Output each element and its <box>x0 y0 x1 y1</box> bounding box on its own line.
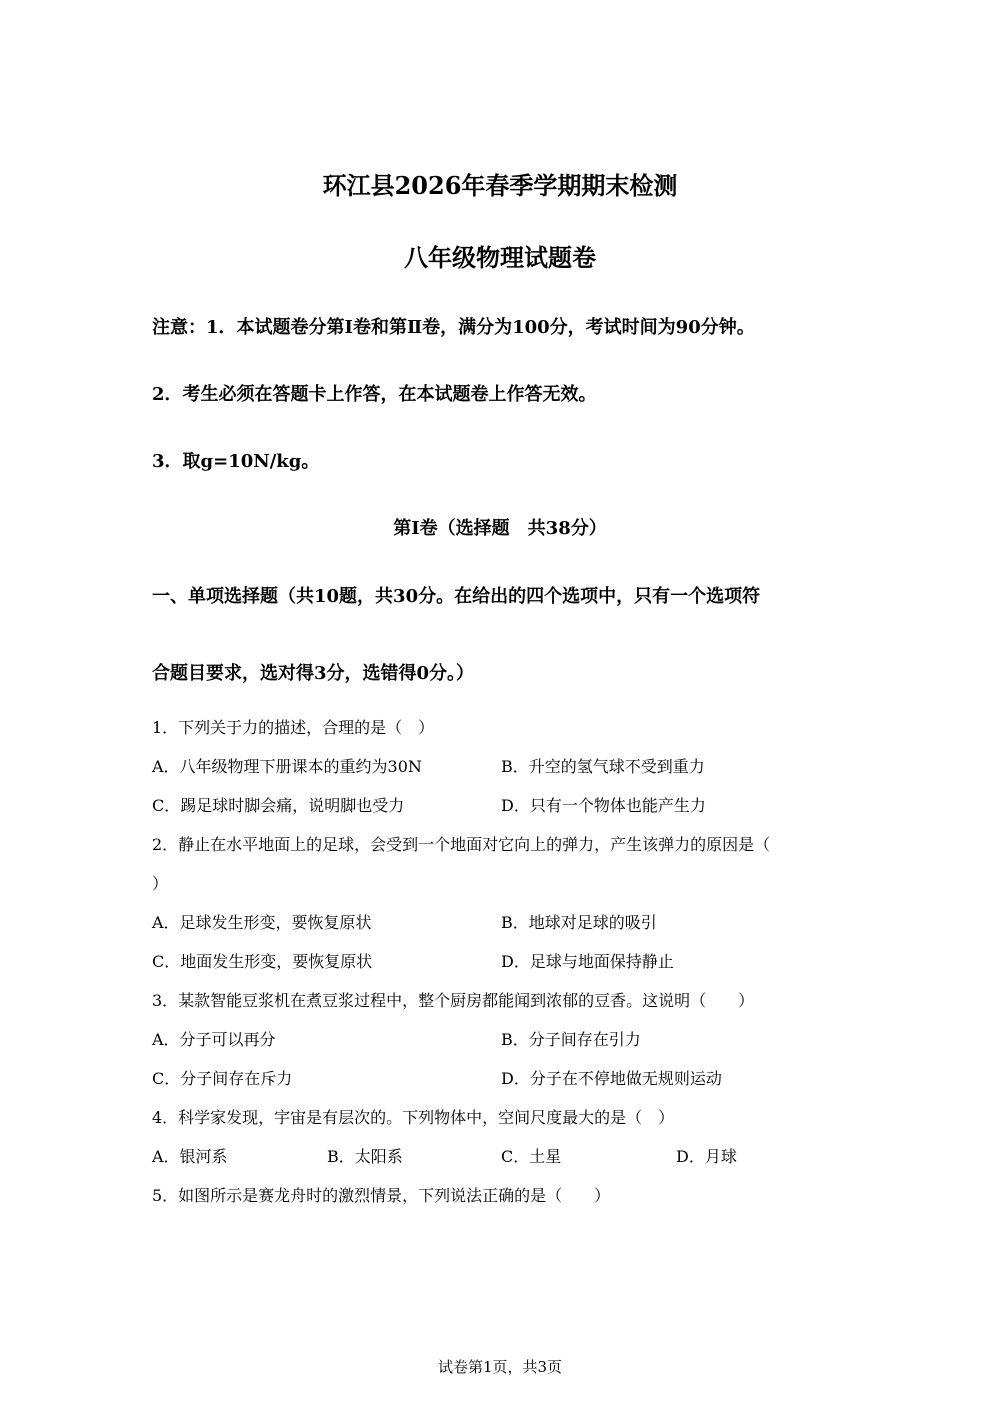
question-4-option-b: B．太阳系 <box>327 1147 403 1166</box>
question-4-stem: 4．科学家发现，宇宙是有层次的。下列物体中，空间尺度最大的是（ ） <box>152 1108 675 1127</box>
question-1-option-d: D．只有一个物体也能产生力 <box>501 796 706 815</box>
question-3-option-a: A．分子可以再分 <box>152 1030 276 1049</box>
note-1: 注意：1．本试题卷分第Ⅰ卷和第Ⅱ卷，满分为100分，考试时间为90分钟。 <box>152 317 755 338</box>
question-1-option-c: C．踢足球时脚会痛，说明脚也受力 <box>152 796 405 815</box>
question-1-option-a: A．八年级物理下册课本的重约为30N <box>152 757 422 776</box>
question-4-option-c: C．土星 <box>501 1147 562 1166</box>
note-2: 2．考生必须在答题卡上作答，在本试题卷上作答无效。 <box>152 384 597 405</box>
question-5-stem: 5．如图所示是赛龙舟时的激烈情景，下列说法正确的是（ ） <box>152 1186 611 1205</box>
question-2-option-d: D．足球与地面保持静止 <box>501 952 674 971</box>
question-2-stem-line2: ） <box>152 874 169 893</box>
exam-subtitle: 八年级物理试题卷 <box>404 243 596 272</box>
section-heading: 第Ⅰ卷（选择题 共38分） <box>393 518 607 539</box>
note-3: 3．取g=10N/kg。 <box>152 451 320 472</box>
question-1-stem: 1．下列关于力的描述，合理的是（ ） <box>152 718 435 737</box>
question-2-option-b: B．地球对足球的吸引 <box>501 913 657 932</box>
question-3-option-b: B．分子间存在引力 <box>501 1030 641 1049</box>
question-2-stem-line1: 2．静止在水平地面上的足球，会受到一个地面对它向上的弹力，产生该弹力的原因是（ <box>152 835 771 854</box>
part-instruction-line2: 合题目要求，选对得3分，选错得0分。） <box>152 663 475 684</box>
question-2-option-a: A．足球发生形变，要恢复原状 <box>152 913 372 932</box>
page-footer: 试卷第1页，共3页 <box>437 1358 563 1376</box>
part-instruction-line1: 一、单项选择题（共10题，共30分。在给出的四个选项中，只有一个选项符 <box>152 586 761 607</box>
question-4-option-a: A．银河系 <box>152 1147 228 1166</box>
exam-title: 环江县2026年春季学期期末检测 <box>322 171 678 200</box>
question-3-stem: 3．某款智能豆浆机在煮豆浆过程中，整个厨房都能闻到浓郁的豆香。这说明（ ） <box>152 991 755 1010</box>
question-2-option-c: C．地面发生形变，要恢复原状 <box>152 952 373 971</box>
question-4-option-d: D．月球 <box>676 1147 737 1166</box>
question-3-option-c: C．分子间存在斥力 <box>152 1069 293 1088</box>
question-3-option-d: D．分子在不停地做无规则运动 <box>501 1069 722 1088</box>
question-1-option-b: B．升空的氢气球不受到重力 <box>501 757 705 776</box>
